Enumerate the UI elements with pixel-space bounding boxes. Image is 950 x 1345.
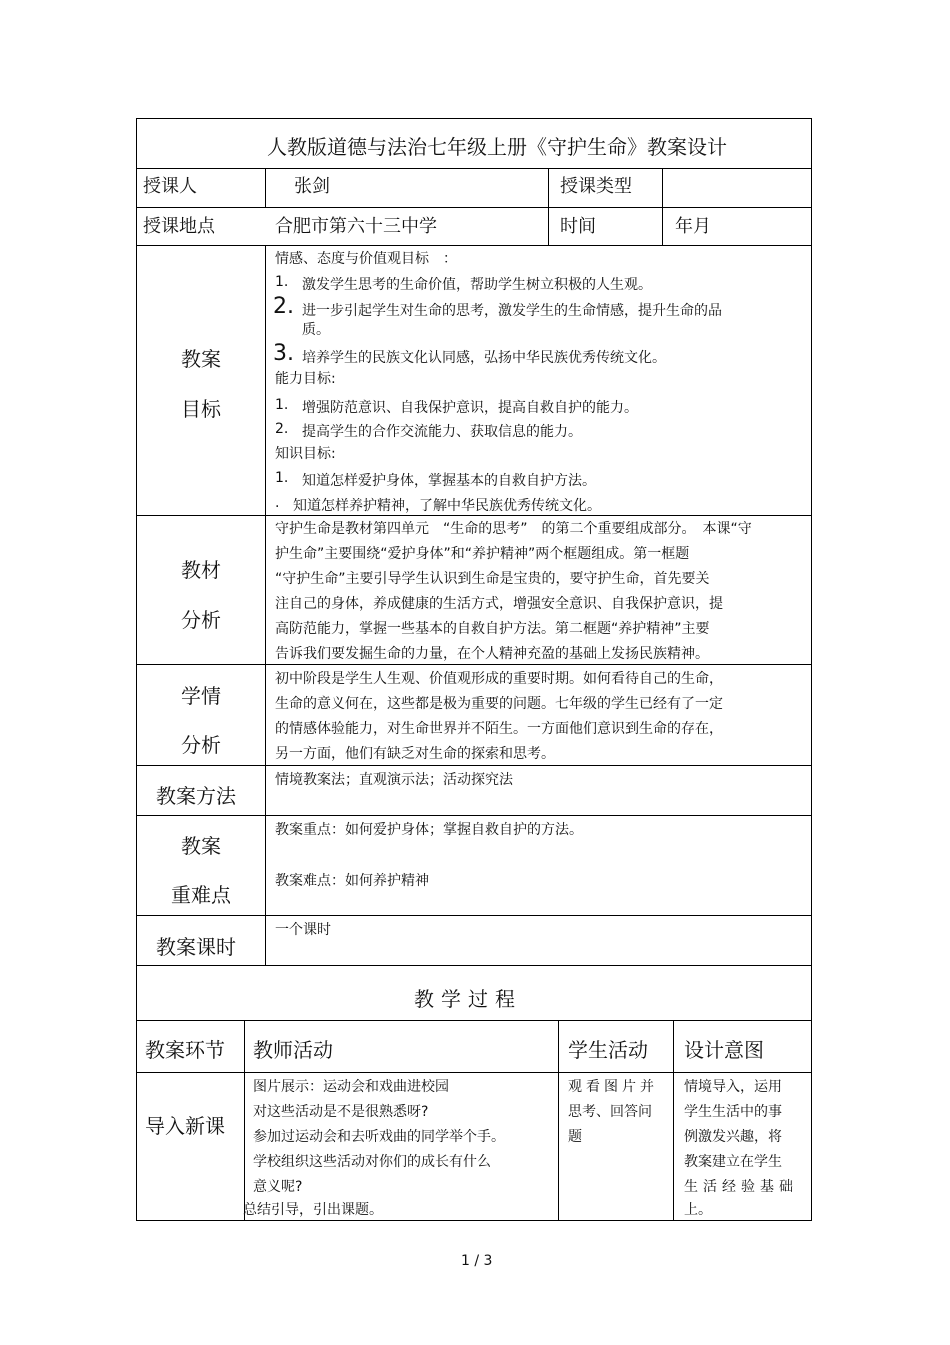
row-divider: [136, 815, 812, 816]
type-label: 授课类型: [560, 176, 632, 197]
list-item: 知道怎样爱护身体，掌握基本的自救自护方法。: [302, 473, 596, 489]
emotion-heading: 情感、态度与价值观目标 ：: [275, 251, 457, 267]
row-divider: [136, 915, 812, 916]
material-line: “守护生命”主要引导学生认识到生命是宝贵的，要守护生命，首先要关: [275, 571, 710, 587]
list-item: 培养学生的民族文化认同感，弘扬中华民族优秀传统文化。: [302, 350, 666, 366]
students-line: 初中阶段是学生人生观、价值观形成的重要时期。如何看待自己的生命，: [275, 671, 723, 687]
student-activity-line: 题: [568, 1129, 582, 1145]
process-title: 教学过程: [414, 987, 522, 1011]
list-item: 知道怎样养护精神，了解中华民族优秀传统文化。: [293, 498, 601, 514]
keypoints-label: 教案: [181, 834, 221, 858]
knowledge-heading: 知识目标:: [275, 446, 336, 462]
students-line: 生命的意义何在，这些都是极为重要的问题。七年级的学生已经有了一定: [275, 696, 723, 712]
material-line: 告诉我们要发掘生命的力量，在个人精神充盈的基础上发扬民族精神。: [275, 646, 709, 662]
time-label: 时间: [560, 216, 596, 237]
material-line: 注自己的身体，养成健康的生活方式，增强安全意识、自我保护意识，提: [275, 596, 723, 612]
column-divider: [662, 168, 663, 245]
teacher-activity-line: 总结引导，引出课题。: [243, 1202, 383, 1218]
design-intent-line: 例激发兴趣，将: [684, 1129, 782, 1145]
teacher-activity-line: 参加过运动会和去听戏曲的同学举个手。: [253, 1129, 505, 1145]
column-divider: [244, 1020, 245, 1221]
list-number: 1.: [275, 274, 289, 290]
column-header: 学生活动: [568, 1038, 648, 1062]
students-label: 分析: [181, 733, 221, 757]
material-line: 高防范能力，掌握一些基本的自救自护方法。第二框题“养护精神”主要: [275, 621, 710, 637]
student-activity-line: 观看图片并: [568, 1079, 658, 1095]
column-divider: [673, 1020, 674, 1221]
list-number: 1.: [275, 397, 289, 413]
row-divider: [136, 1020, 812, 1021]
hours-text: 一个课时: [275, 922, 331, 938]
teacher-label: 授课人: [143, 176, 197, 197]
ability-heading: 能力目标:: [275, 371, 336, 387]
column-header: 设计意图: [684, 1038, 764, 1062]
row-divider: [136, 168, 812, 169]
row-divider: [136, 245, 812, 246]
list-number: 2.: [275, 421, 289, 437]
objectives-label: 教案: [181, 347, 221, 371]
row-divider: [136, 207, 812, 208]
method-text: 情境教案法；直观演示法；活动探究法: [275, 772, 513, 788]
row-divider: [136, 765, 812, 766]
list-number: 3.: [273, 341, 294, 366]
stage-name: 导入新课: [145, 1114, 225, 1138]
objectives-label: 目标: [181, 397, 221, 421]
list-item: 增强防范意识、自我保护意识，提高自救自护的能力。: [302, 400, 638, 416]
place-label: 授课地点: [143, 216, 215, 237]
column-header: 教师活动: [253, 1038, 333, 1062]
design-intent-line: 情境导入，运用: [684, 1079, 782, 1095]
column-divider: [558, 1020, 559, 1221]
difficult-point: 教案难点：如何养护精神: [275, 873, 429, 889]
keypoints-label: 重难点: [171, 883, 231, 907]
time-value: 年月: [675, 216, 711, 237]
key-point: 教案重点：如何爱护身体；掌握自救自护的方法。: [275, 822, 583, 838]
method-label: 教案方法: [156, 784, 236, 808]
design-intent-line: 生活经验基础: [684, 1179, 798, 1195]
teacher-activity-line: 意义呢?: [253, 1179, 303, 1195]
row-divider: [136, 1072, 812, 1073]
hours-label: 教案课时: [156, 935, 236, 959]
material-label: 教材: [181, 558, 221, 582]
student-activity-line: 思考、回答问: [568, 1104, 652, 1120]
list-item: 激发学生思考的生命价值，帮助学生树立积极的人生观。: [302, 277, 652, 293]
column-header: 教案环节: [145, 1038, 225, 1062]
column-divider: [548, 168, 549, 245]
design-intent-line: 教案建立在学生: [684, 1154, 782, 1170]
column-divider: [265, 168, 266, 207]
design-intent-line: 上。: [684, 1202, 712, 1218]
page-number: 1 / 3: [461, 1253, 493, 1269]
column-divider: [265, 245, 266, 965]
teacher-activity-line: 图片展示：运动会和戏曲进校园: [253, 1079, 449, 1095]
row-divider: [136, 965, 812, 966]
row-divider: [136, 664, 812, 665]
list-number: 2.: [273, 294, 294, 319]
teacher-activity-line: 对这些活动是不是很熟悉呀?: [253, 1104, 429, 1120]
teacher-activity-line: 学校组织这些活动对你们的成长有什么: [253, 1154, 491, 1170]
students-line: 的情感体验能力，对生命世界并不陌生。一方面他们意识到生命的存在，: [275, 721, 723, 737]
list-item: 提高学生的合作交流能力、获取信息的能力。: [302, 424, 582, 440]
students-label: 学情: [181, 684, 221, 708]
place-value: 合肥市第六十三中学: [275, 216, 437, 237]
list-item: 进一步引起学生对生命的思考，激发学生的生命情感，提升生命的品: [302, 303, 722, 319]
students-line: 另一方面，他们有缺乏对生命的探索和思考。: [275, 746, 555, 762]
design-intent-line: 学生生活中的事: [684, 1104, 782, 1120]
list-number: 1.: [275, 470, 289, 486]
list-item-continuation: 质。: [302, 322, 330, 338]
teacher-value: 张剑: [294, 176, 330, 197]
list-number: .: [275, 495, 280, 511]
material-line: 护生命”主要围绕“爱护身体”和“养护精神”两个框题组成。第一框题: [275, 546, 690, 562]
document-title: 人教版道德与法治七年级上册《守护生命》教案设计: [267, 135, 727, 159]
row-divider: [136, 515, 812, 516]
material-label: 分析: [181, 608, 221, 632]
material-line: 守护生命是教材第四单元 “生命的思考” 的第二个重要组成部分。 本课“守: [275, 521, 752, 537]
